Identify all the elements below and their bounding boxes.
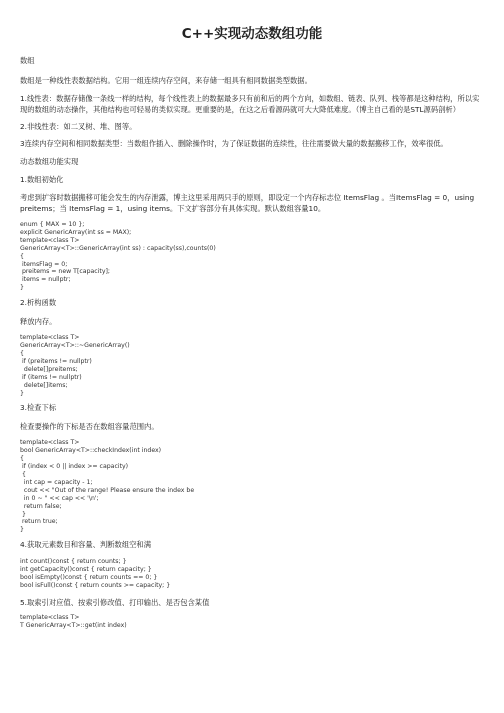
paragraph: 数组 bbox=[20, 56, 35, 65]
paragraph: 释放内存。 bbox=[20, 317, 57, 327]
code-line: if (index < 0 || index >= capacity) bbox=[20, 463, 129, 471]
code-line: int count()const { return counts; } bbox=[20, 558, 127, 566]
paragraph: 2.非线性表：如二叉树、堆、图等。 bbox=[20, 122, 137, 131]
code-line: delete[]preitems; bbox=[20, 365, 78, 373]
paragraph: 数组是一种线性表数据结构。它用一组连续内存空间，来存储一组具有相同数据类型数据。 bbox=[20, 76, 312, 85]
code-line: items = nullptr; bbox=[20, 276, 71, 284]
code-line: if (items != nullptr) bbox=[20, 373, 82, 381]
code-line: bool isFull()const { return counts >= capacity; } bbox=[20, 582, 171, 589]
code-line: { bbox=[20, 349, 24, 357]
paragraph: 1.线性表：数据存储像一条线一样的结构，每个线性表上的数据最多只有前和后的两个方向，如数组、链表、队列、栈等都是这种结构，所以实现的数组的动态操作，其他结构也可轻易的类似实现。更重要的是，在这之后看源码就可大大降低难度。（博主自己看的是STL源码剖析） bbox=[20, 94, 480, 114]
code-line: int cap = capacity - 1; bbox=[20, 478, 93, 486]
code-line: delete[]items; bbox=[20, 381, 68, 389]
page-title: C++实现动态数组功能 bbox=[181, 26, 323, 42]
paragraph: 3连续内存空间和相同数据类型：当数组作插入、删除操作时，为了保证数据的连续性，往往需要做大量的数据搬移工作，效率很低。 bbox=[20, 139, 448, 148]
code-line: itemsFlag = 0; bbox=[20, 260, 68, 268]
paragraph: 1.数组初始化 bbox=[20, 175, 64, 184]
code-line: { bbox=[20, 471, 26, 479]
code-line: GenericArray<T>::GenericArray(int ss) : capacity(ss),counts(0) bbox=[20, 244, 216, 252]
code-line: cout << "Out of the range! Please ensure the index be bbox=[20, 486, 195, 494]
paragraph: 3.检查下标 bbox=[20, 403, 57, 413]
code-line: return false; bbox=[20, 502, 62, 510]
code-line: enum { MAX = 10 }; bbox=[20, 221, 85, 228]
code-line: { bbox=[20, 455, 24, 463]
code-line: template<class T> bbox=[20, 236, 80, 244]
code-line: } bbox=[20, 284, 24, 292]
code-line: } bbox=[20, 510, 26, 518]
code-block bbox=[20, 439, 484, 534]
code-line: template<class T> bbox=[20, 439, 80, 447]
code-line: template<class T> bbox=[20, 334, 80, 342]
code-line: preitems = new T[capacity]; bbox=[20, 268, 110, 276]
code-line: T GenericArray<T>::get(int index) bbox=[20, 621, 127, 629]
code-line: if (preitems != nullptr) bbox=[20, 357, 92, 365]
code-line: } bbox=[20, 389, 24, 397]
paragraph: 4.获取元素数目和容量、判断数组空和满 bbox=[20, 540, 152, 550]
code-line: bool isEmpty()const { return counts == 0; } bbox=[20, 574, 158, 582]
code-line: template<class T> bbox=[20, 613, 80, 621]
code-line: GenericArray<T>::~GenericArray() bbox=[20, 342, 130, 350]
code-line: bool GenericArray<T>::checkIndex(int index) bbox=[20, 447, 162, 455]
code-line: { bbox=[20, 252, 24, 260]
code-line: } bbox=[20, 526, 24, 534]
paragraph: 考虑到扩容时数据搬移可能会发生的内存泄露，博主这里采用两只手的原则，即设定一个内存标志位 ItemsFlag 。当ItemsFlag = 0，using preitems；当 ItemsFlag = 1，using items。下文扩容部分有具体实现。默认数组容量10。 bbox=[20, 193, 475, 213]
article-body bbox=[20, 55, 484, 630]
paragraph: 动态数组功能实现 bbox=[20, 157, 79, 166]
code-block bbox=[20, 614, 484, 630]
code-line: explicit GenericArray(int ss = MAX); bbox=[20, 228, 132, 236]
paragraph: 5.取索引对应值、按索引修改值、打印输出、是否包含某值 bbox=[20, 597, 210, 607]
paragraph: 检查要操作的下标是否在数组容量范围内。 bbox=[20, 422, 159, 432]
code-block bbox=[20, 334, 484, 397]
paragraph: 2.析构函数 bbox=[20, 298, 57, 308]
code-line: int getCapacity()const { return capacity; } bbox=[20, 566, 152, 574]
code-line: return true; bbox=[20, 518, 58, 526]
code-line: in 0 ~ " << cap << '\n'; bbox=[20, 494, 99, 502]
code-block bbox=[20, 221, 484, 292]
code-block bbox=[20, 558, 484, 590]
